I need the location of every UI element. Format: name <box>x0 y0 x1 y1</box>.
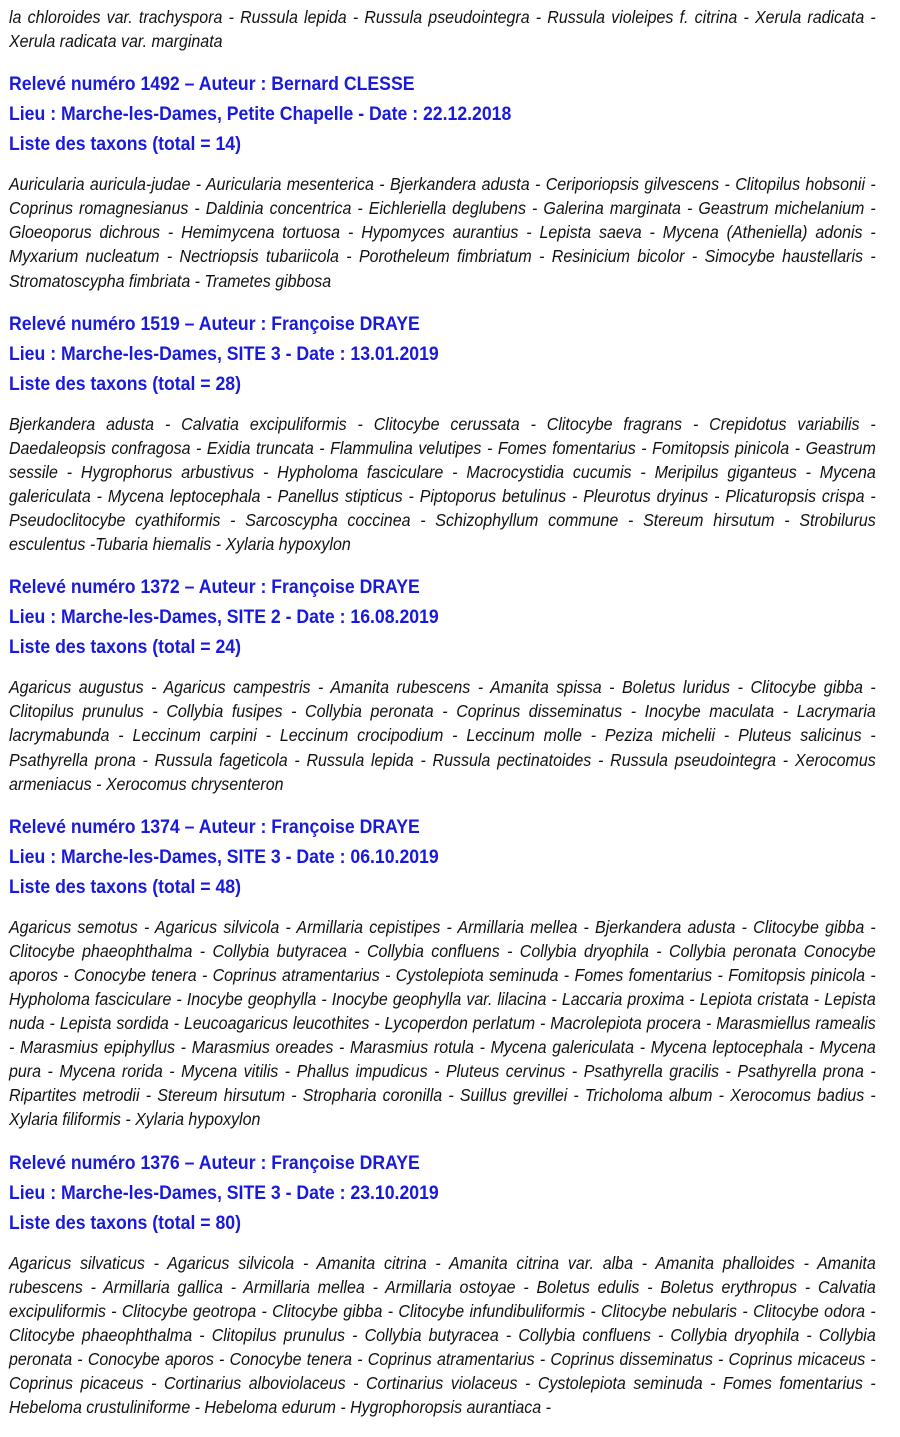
record-place-date: Lieu : Marche-les-Dames, SITE 3 - Date : 13.01.2019 <box>9 343 439 365</box>
record-1374 <box>9 813 876 1132</box>
record-place-date: Lieu : Marche-les-Dames, SITE 3 - Date : 06.10.2019 <box>9 846 439 868</box>
record-total: Liste des taxons (total = 14) <box>9 134 242 156</box>
document-page <box>9 5 876 1419</box>
record-heading: Relevé numéro 1376 – Auteur : Françoise DRAYE <box>9 1152 420 1174</box>
record-1372 <box>9 573 876 795</box>
record-1376 <box>9 1149 876 1420</box>
record-taxa-list: Agaricus augustus - Agaricus campestris - Amanita rubescens - Amanita spissa - Boletus luridus - Clitocybe gibba - Clitopilus prunulus - Collybia fusipes - Collybia peronata - Coprinus disseminatus - Inocybe maculata - Lacrymaria lacrymabunda - Leccinum carpini - Leccinum crocipodium - Leccinum molle - Peziza michelii - Pluteus salicinus - Psathyrella prona - Russula fageticola - Russula lepida - Russula pectinatoides - Russula pseudointegra - Xerocomus armeniacus - Xerocomus chrysenteron <box>9 677 876 794</box>
record-heading: Relevé numéro 1374 – Auteur : Françoise DRAYE <box>9 816 420 838</box>
record-total: Liste des taxons (total = 48) <box>9 876 242 898</box>
record-place-date: Lieu : Marche-les-Dames, SITE 2 - Date : 16.08.2019 <box>9 607 439 629</box>
record-total: Liste des taxons (total = 28) <box>9 373 242 395</box>
record-total: Liste des taxons (total = 80) <box>9 1212 242 1234</box>
record-place-date: Lieu : Marche-les-Dames, Petite Chapelle - Date : 22.12.2018 <box>9 104 512 126</box>
record-1519 <box>9 310 876 557</box>
record-taxa-list: Auricularia auricula-judae - Auricularia mesenterica - Bjerkandera adusta - Ceriporiopsis gilvescens - Clitopilus hobsonii - Coprinus romagnesianus - Daldinia concentrica - Eichleriella deglubens - Galerina marginata - Geastrum michelanium - Gloeoporus dichrous - Hemimycena tortuosa - Hypomyces aurantius - Lepista saeva - Mycena (Atheniella) adonis - Myxarium nucleatum - Nectriopsis tubariicola - Porotheleum fimbriatum - Resinicium bicolor - Simocybe haustellaris - Stromatoscypha fimbriata - Trametes gibbosa <box>9 174 876 291</box>
record-heading: Relevé numéro 1492 – Auteur : Bernard CLESSE <box>9 74 415 96</box>
record-heading: Relevé numéro 1519 – Auteur : Françoise DRAYE <box>9 313 420 335</box>
intro-taxa-text: la chloroides var. trachyspora - Russula lepida - Russula pseudointegra - Russula violeipes f. citrina - Xerula radicata - Xerula radicata var. marginata <box>9 7 876 52</box>
record-heading: Relevé numéro 1372 – Auteur : Françoise DRAYE <box>9 577 420 599</box>
record-1492 <box>9 70 876 292</box>
record-place-date: Lieu : Marche-les-Dames, SITE 3 - Date : 23.10.2019 <box>9 1182 439 1204</box>
record-taxa-list: Agaricus silvaticus - Agaricus silvicola - Amanita citrina - Amanita citrina var. alba - Amanita phalloides - Amanita rubescens - Armillaria gallica - Armillaria mellea - Armillaria ostoyae - Boletus edulis - Boletus erythropus - Calvatia excipuliformis - Clitocybe geotropa - Clitocybe gibba - Clitocybe infundibuliformis - Clitocybe nebularis - Clitocybe odora - Clitocybe phaeophthalma - Clitopilus prunulus - Collybia butyracea - Collybia confluens - Collybia dryophila - Collybia peronata - Conocybe aporos - Conocybe tenera - Coprinus atramentarius - Coprinus disseminatus - Coprinus micaceus - Coprinus picaceus - Cortinarius alboviolaceus - Cortinarius violaceus - Cystolepiota seminuda - Fomes fomentarius - Hebeloma crustuliniforme - Hebeloma edurum - Hygrophoropsis aurantiaca - <box>9 1252 876 1418</box>
record-total: Liste des taxons (total = 24) <box>9 637 242 659</box>
record-taxa-list: Agaricus semotus - Agaricus silvicola - Armillaria cepistipes - Armillaria mellea - Bjerkandera adusta - Clitocybe gibba - Clitocybe phaeophthalma - Collybia butyracea - Collybia confluens - Collybia dryophila - Collybia peronata Conocybe aporos - Conocybe tenera - Coprinus atramentarius - Cystolepiota seminuda - Fomes fomentarius - Fomitopsis pinicola - Hypholoma fasciculare - Inocybe geophylla - Inocybe geophylla var. lilacina - Laccaria proxima - Lepiota cristata - Lepista nuda - Lepista sordida - Leucoagaricus leucothites - Lycoperdon perlatum - Macrolepiota procera - Marasmiellus ramealis - Marasmius epiphyllus - Marasmius oreades - Marasmius rotula - Mycena galericulata - Mycena leptocephala - Mycena pura - Mycena rorida - Mycena vitilis - Phallus impudicus - Pluteus cervinus - Psathyrella gracilis - Psathyrella prona - Ripartites metrodii - Stereum hirsutum - Stropharia coronilla - Suillus grevillei - Tricholoma album - Xerocomus badius - Xylaria filiformis - Xylaria hypoxylon <box>9 916 876 1130</box>
record-taxa-list: Bjerkandera adusta - Calvatia excipuliformis - Clitocybe cerussata - Clitocybe fragrans - Crepidotus variabilis - Daedaleopsis confragosa - Exidia truncata - Flammulina velutipes - Fomes fomentarius - Fomitopsis pinicola - Geastrum sessile - Hygrophorus arbustivus - Hypholoma fasciculare - Macrocystidia cucumis - Meripilus giganteus - Mycena galericulata - Mycena leptocephala - Panellus stipticus - Piptoporus betulinus - Pleurotus dryinus - Plicaturopsis crispa - Pseudoclitocybe cyathiformis - Sarcoscypha coccinea - Schizophyllum commune - Stereum hirsutum - Strobilurus esculentus -Tubaria hiemalis - Xylaria hypoxylon <box>9 413 876 555</box>
